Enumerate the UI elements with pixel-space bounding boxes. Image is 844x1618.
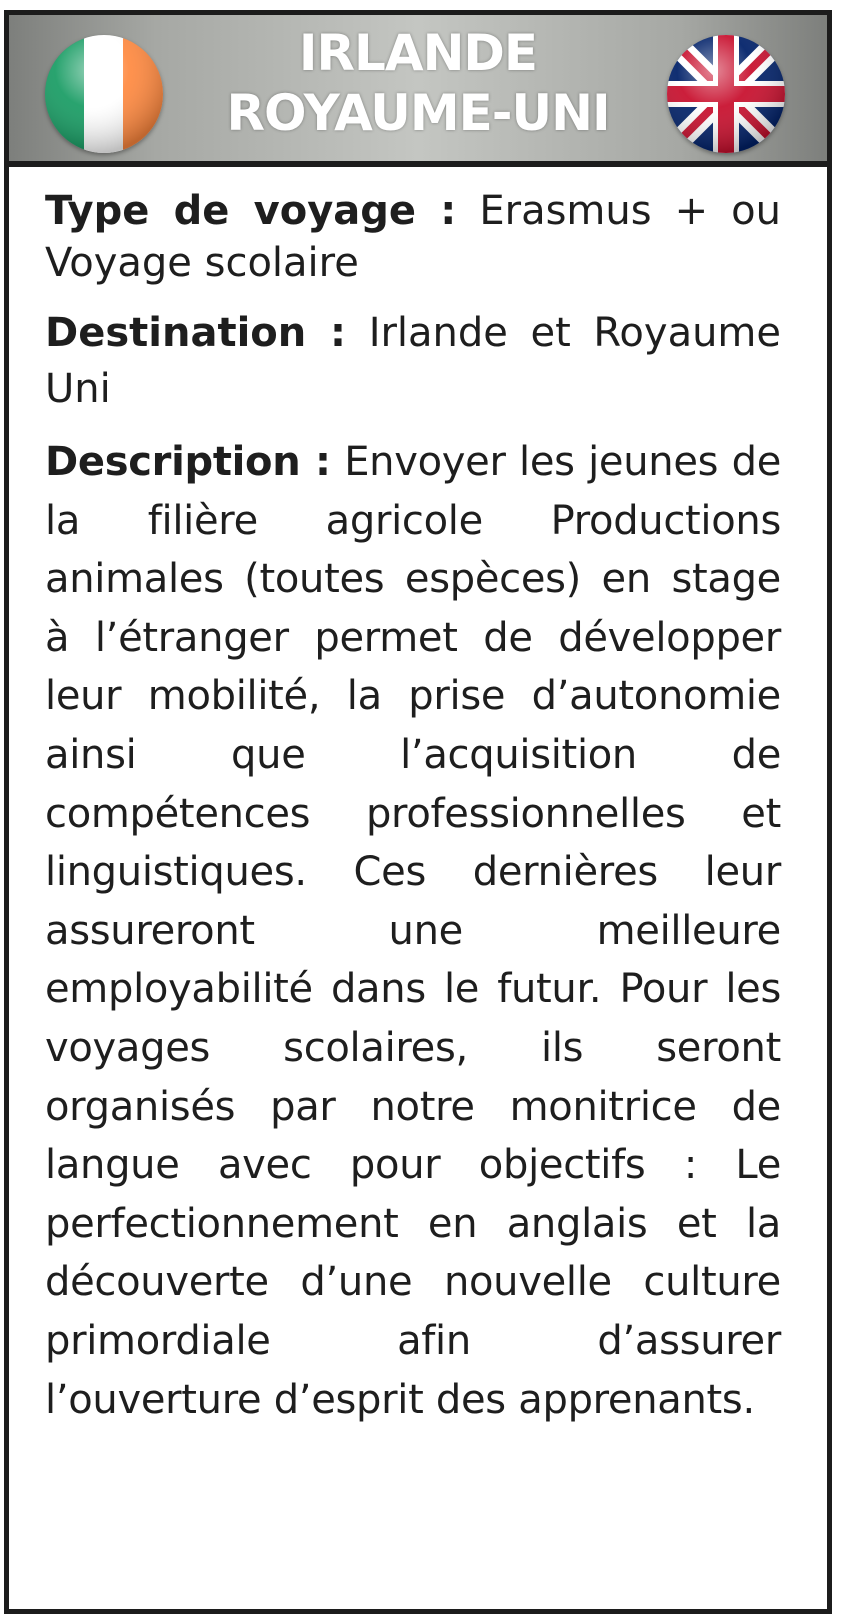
card-header (9, 15, 827, 167)
description-label: Description : (45, 439, 331, 485)
destination-label: Destination : (45, 310, 347, 356)
destination-value: Irlande et Royaume Uni (45, 310, 782, 412)
ireland-flag-icon (45, 35, 163, 153)
destination-card (4, 10, 832, 1614)
description-paragraph (45, 433, 781, 1429)
card-content (45, 185, 781, 1429)
header-title (159, 23, 677, 143)
header-title-line-2: ROYAUME-UNI (226, 84, 610, 142)
travel-type-value: Erasmus + ou Voyage scolaire (45, 188, 782, 286)
destination-paragraph (45, 305, 781, 417)
travel-type-label: Type de voyage : (45, 188, 457, 234)
header-title-line-1: IRLANDE (298, 24, 538, 82)
united-kingdom-flag-icon (667, 35, 785, 153)
travel-type-paragraph (45, 185, 781, 289)
description-value: Envoyer les jeunes de la filière agricole Productions animales (toutes espèces) en stage à l’étranger permet de développer leur mobilité, la prise d’autonomie ainsi que l’acquisition de compétences professionnelles et linguistiques. Ces dernières leur assureront une meilleure employabilité dans le futur. Pour les voyages scolaires, ils seront organisés par notre monitrice de langue avec pour objectifs : Le perfectionnement en anglais et la découverte d’une nouvelle culture primordiale afin d’assurer l’ouverture d’esprit des apprenants. (45, 439, 782, 1423)
